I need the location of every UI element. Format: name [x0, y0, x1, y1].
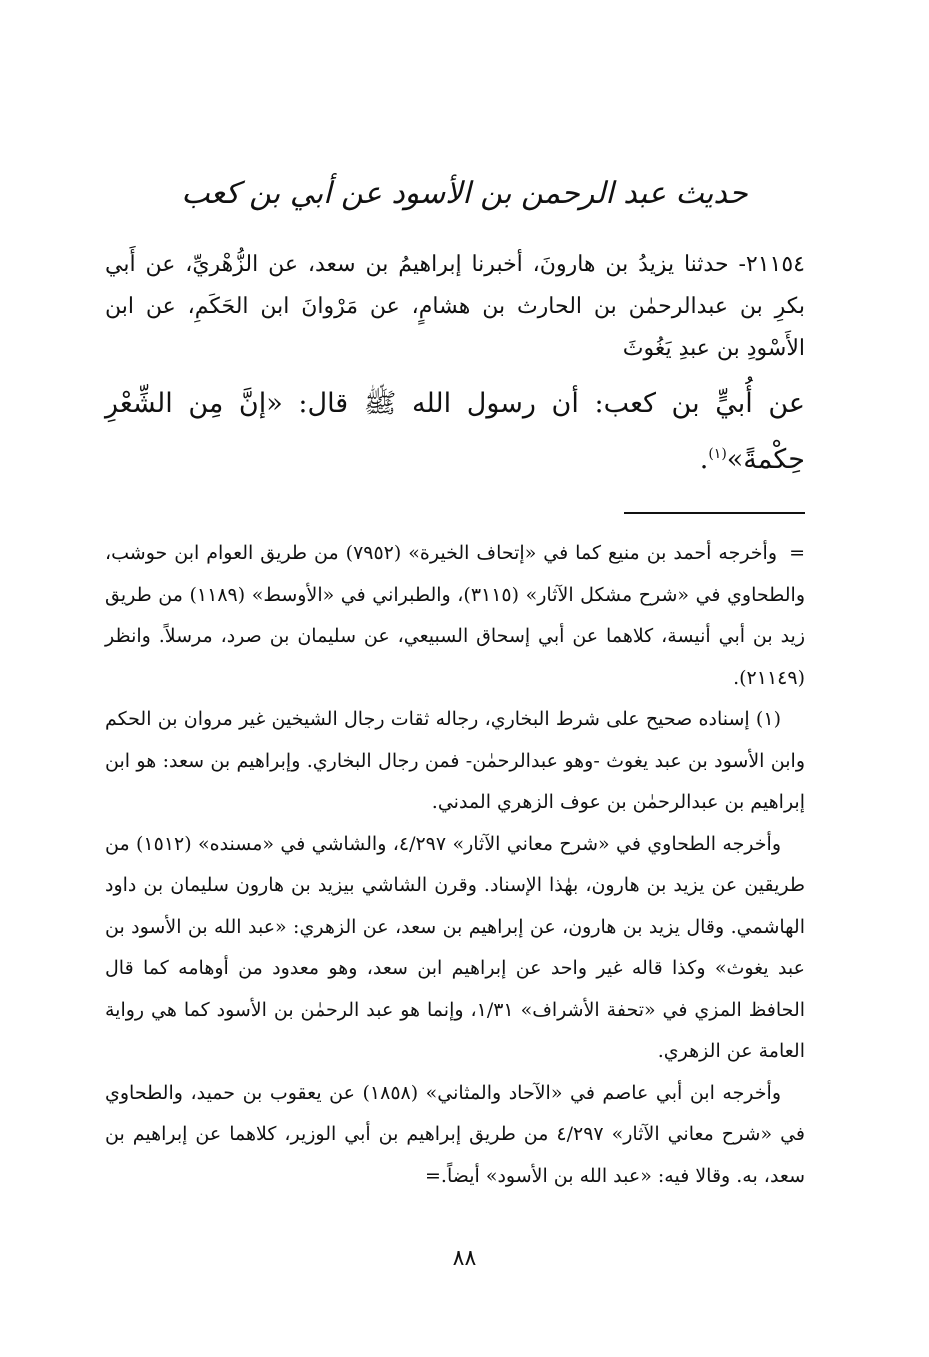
- hadith-isnad: ٢١١٥٤- حدثنا يزيدُ بن هارونَ، أخبرنا إبراهيمُ بن سعد، عن الزُّهْريِّ، عن أَبي بكرِ بن عبدالرحمٰن بن الحارث بن هشامٍ، عن مَرْوانَ ابن الحَكَمِ، عن ابن الأَسْودِ بن عبدِ يَغُوثَ: [105, 252, 805, 361]
- footnote-1: (١) إسناده صحيح على شرط البخاري، رجاله ثقات رجال الشيخين غير مروان بن الحكم وابن الأسود بن عبد يغوث -وهو عبدالرحمٰن- فمن رجال البخاري. وإبراهيم بن سعد: هو ابن إبراهيم بن عبدالرحمٰن بن عوف الزهري المدني.: [105, 708, 805, 813]
- footnotes-block: [105, 533, 805, 1197]
- continuation-marker: =: [789, 542, 806, 564]
- footnote-paragraph-3: وأخرجه ابن أبي عاصم في «الآحاد والمثاني» (١٨٥٨) عن يعقوب بن حميد، والطحاوي في «شرح معاني الآثار» ٤/٢٩٧ من طريق إبراهيم بن أبي الوزير، كلاهما عن إبراهيم بن سعد، به. وقالا فيه: «عبد الله بن الأسود» أيضاً.=: [105, 1081, 805, 1187]
- footnote-continuation: [105, 533, 805, 699]
- hadith-matn: [105, 376, 805, 488]
- hadith-block: [105, 244, 805, 488]
- footnote-paragraph-2: وأخرجه الطحاوي في «شرح معاني الآثار» ٤/٢٩٧، والشاشي في «مسنده» (١٥١٢) من طريقين عن يزيد بن هارون، بهٰذا الإسناد. وقرن الشاشي بيزيد بن هارون سليمان بن داود الهاشمي. وقال يزيد بن هارون، عن إبراهيم بن سعد، عن الزهري: «عبد الله بن الأسود بن عبد يغوث» وكذا قاله غير واحد عن إبراهيم ابن سعد، وهو معدود من أوهامه كما قال الحافظ المزي في «تحفة الأشراف» ١/٣١، وإنما هو عبد الرحمٰن بن الأسود كما هي رواية العامة عن الزهري.: [105, 832, 806, 1062]
- chapter-title: حديث عبد الرحمن بن الأسود عن أبي بن كعب: [181, 176, 748, 211]
- hadith-end-period: .: [699, 444, 709, 475]
- page-number: ٨٨: [452, 1246, 477, 1271]
- footnote-continuation-text: وأخرجه أحمد بن منيع كما في «إتحاف الخيرة» (٧٩٥٢) من طريق العوام ابن حوشب، والطحاوي في «شرح مشكل الآثار» (٣١١٥)، والطبراني في «الأوسط» (١١٨٩) من طريق زيد بن أبي أنيسة، كلاهما عن أبي إسحاق السبيعي، عن سليمان بن صرد، مرسلاً. وانظر (٢١١٤٩).: [105, 542, 805, 689]
- footnote-divider: [624, 512, 805, 514]
- footnote-marker[interactable]: (١): [708, 446, 727, 462]
- hadith-matn-text: عن أُبيٍّ بن كعب: أن رسول الله ﷺ قال: «إنَّ مِن الشِّعْرِ حِكْمةً»: [105, 388, 805, 475]
